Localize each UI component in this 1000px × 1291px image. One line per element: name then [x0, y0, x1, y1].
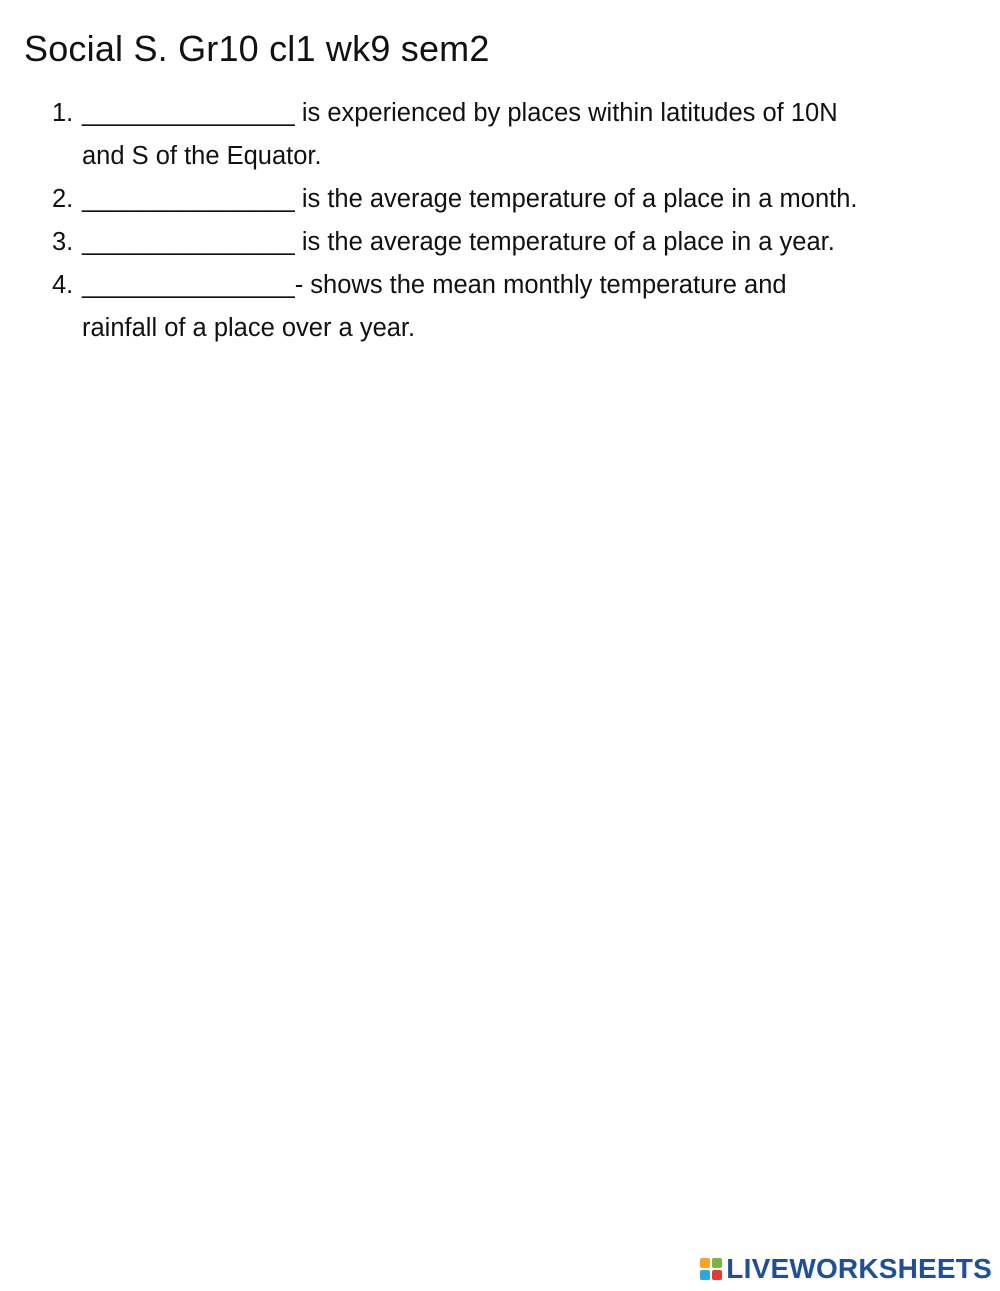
logo-square — [700, 1270, 710, 1280]
logo-square — [700, 1258, 710, 1268]
question-text-line: and S of the Equator. — [82, 142, 322, 170]
liveworksheets-logo-icon — [700, 1258, 722, 1280]
question-text-line: _______________ is experienced by places within latitudes of 10N — [82, 99, 838, 127]
question-text-line: _______________ is the average temperature of a place in a year. — [82, 228, 835, 256]
question-text-line: rainfall of a place over a year. — [82, 314, 416, 342]
worksheet-title: Social S. Gr10 cl1 wk9 sem2 — [24, 28, 490, 69]
question-item — [52, 221, 982, 264]
question-item — [52, 178, 982, 221]
question-item — [52, 264, 982, 350]
liveworksheets-logo — [700, 1252, 992, 1286]
question-text-line: _______________ is the average temperature of a place in a month. — [82, 185, 858, 213]
question-text-line: _______________- shows the mean monthly temperature and — [82, 271, 787, 299]
logo-square — [712, 1270, 722, 1280]
question-list — [52, 92, 982, 350]
question-number: 3. — [52, 228, 74, 256]
question-item — [52, 92, 982, 178]
question-number: 2. — [52, 185, 74, 213]
question-number: 1. — [52, 99, 74, 127]
question-number: 4. — [52, 271, 74, 299]
logo-square — [712, 1258, 722, 1268]
logo-text: LIVEWORKSHEETS — [726, 1253, 992, 1284]
